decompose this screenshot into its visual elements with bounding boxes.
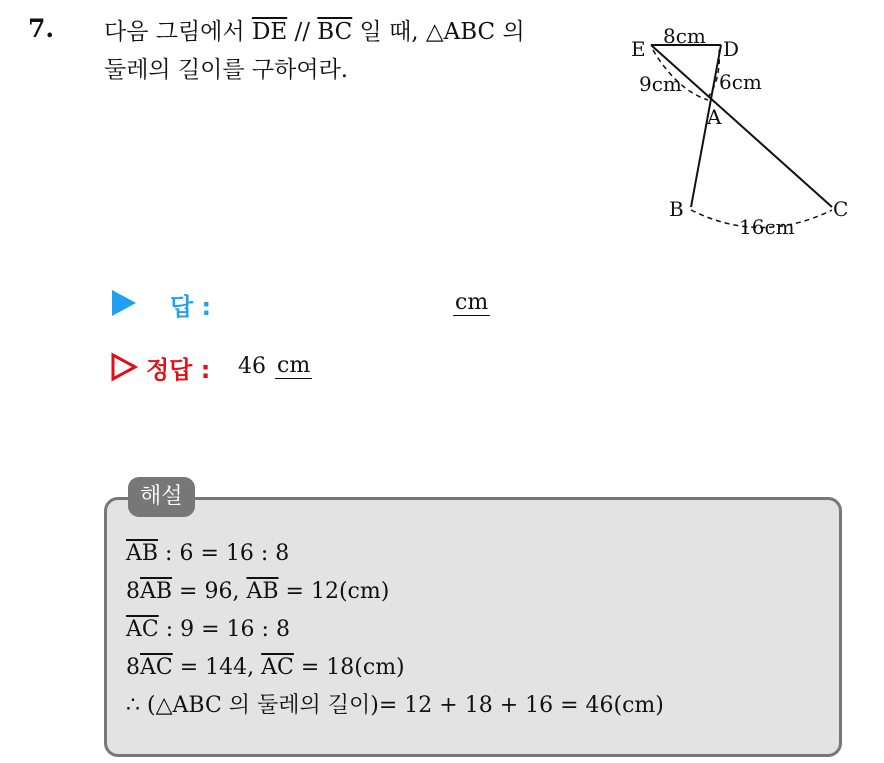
length-da: 6cm — [719, 70, 762, 94]
answer-arrow-icon — [112, 290, 136, 316]
label-b: B — [669, 197, 684, 221]
question-line-2: 둘레의 길이를 구하여라. — [104, 57, 349, 83]
solution-line-4: $8\overline{AC} = 144$, $\overline{AC} = 18(cm)$ — [126, 655, 405, 680]
solution-line-2: $8\overline{AB} = 96$, $\overline{AB} = 12(cm)$ — [126, 579, 390, 604]
solution-tab: 해설 — [128, 477, 195, 517]
label-c: C — [833, 197, 849, 221]
segment-bc: $\overline{BC}$ — [317, 19, 353, 45]
length-ed: 8cm — [663, 24, 706, 48]
solution-line-3: $\overline{AC}$ : 9 = 16 : 8 — [126, 617, 290, 642]
solution-line-5: ∴ (△ABC 의 둘레의 길이)= 12 + 18 + 16 = 46(cm) — [126, 693, 664, 718]
answer-blank-unit: cm — [455, 290, 489, 315]
correct-answer-label: 정답 : — [146, 356, 211, 384]
length-bc: 16cm — [739, 215, 795, 239]
correct-answer-unit: cm — [277, 353, 311, 378]
question-text — [104, 13, 624, 89]
solution-lines — [126, 535, 664, 725]
correct-answer-value: 46 — [238, 354, 266, 379]
length-ea: 9cm — [639, 72, 682, 96]
question-number: 7. — [28, 14, 55, 43]
correct-arrow-icon — [110, 352, 138, 382]
solution-line-1: $\overline{AB}$ : 6 = 16 : 8 — [126, 541, 290, 566]
label-e: E — [631, 37, 646, 61]
question-line-1: 다음 그림에서 $\overline{DE} // \overline{BC}$ 일 때, △ABC 의 — [104, 19, 525, 45]
segment-de: $\overline{DE}$ — [251, 19, 288, 45]
label-a: A — [707, 105, 722, 129]
triangle-figure — [615, 20, 865, 245]
label-d: D — [723, 37, 740, 61]
answer-label: 답 : — [170, 293, 212, 321]
arc-da — [709, 50, 719, 96]
